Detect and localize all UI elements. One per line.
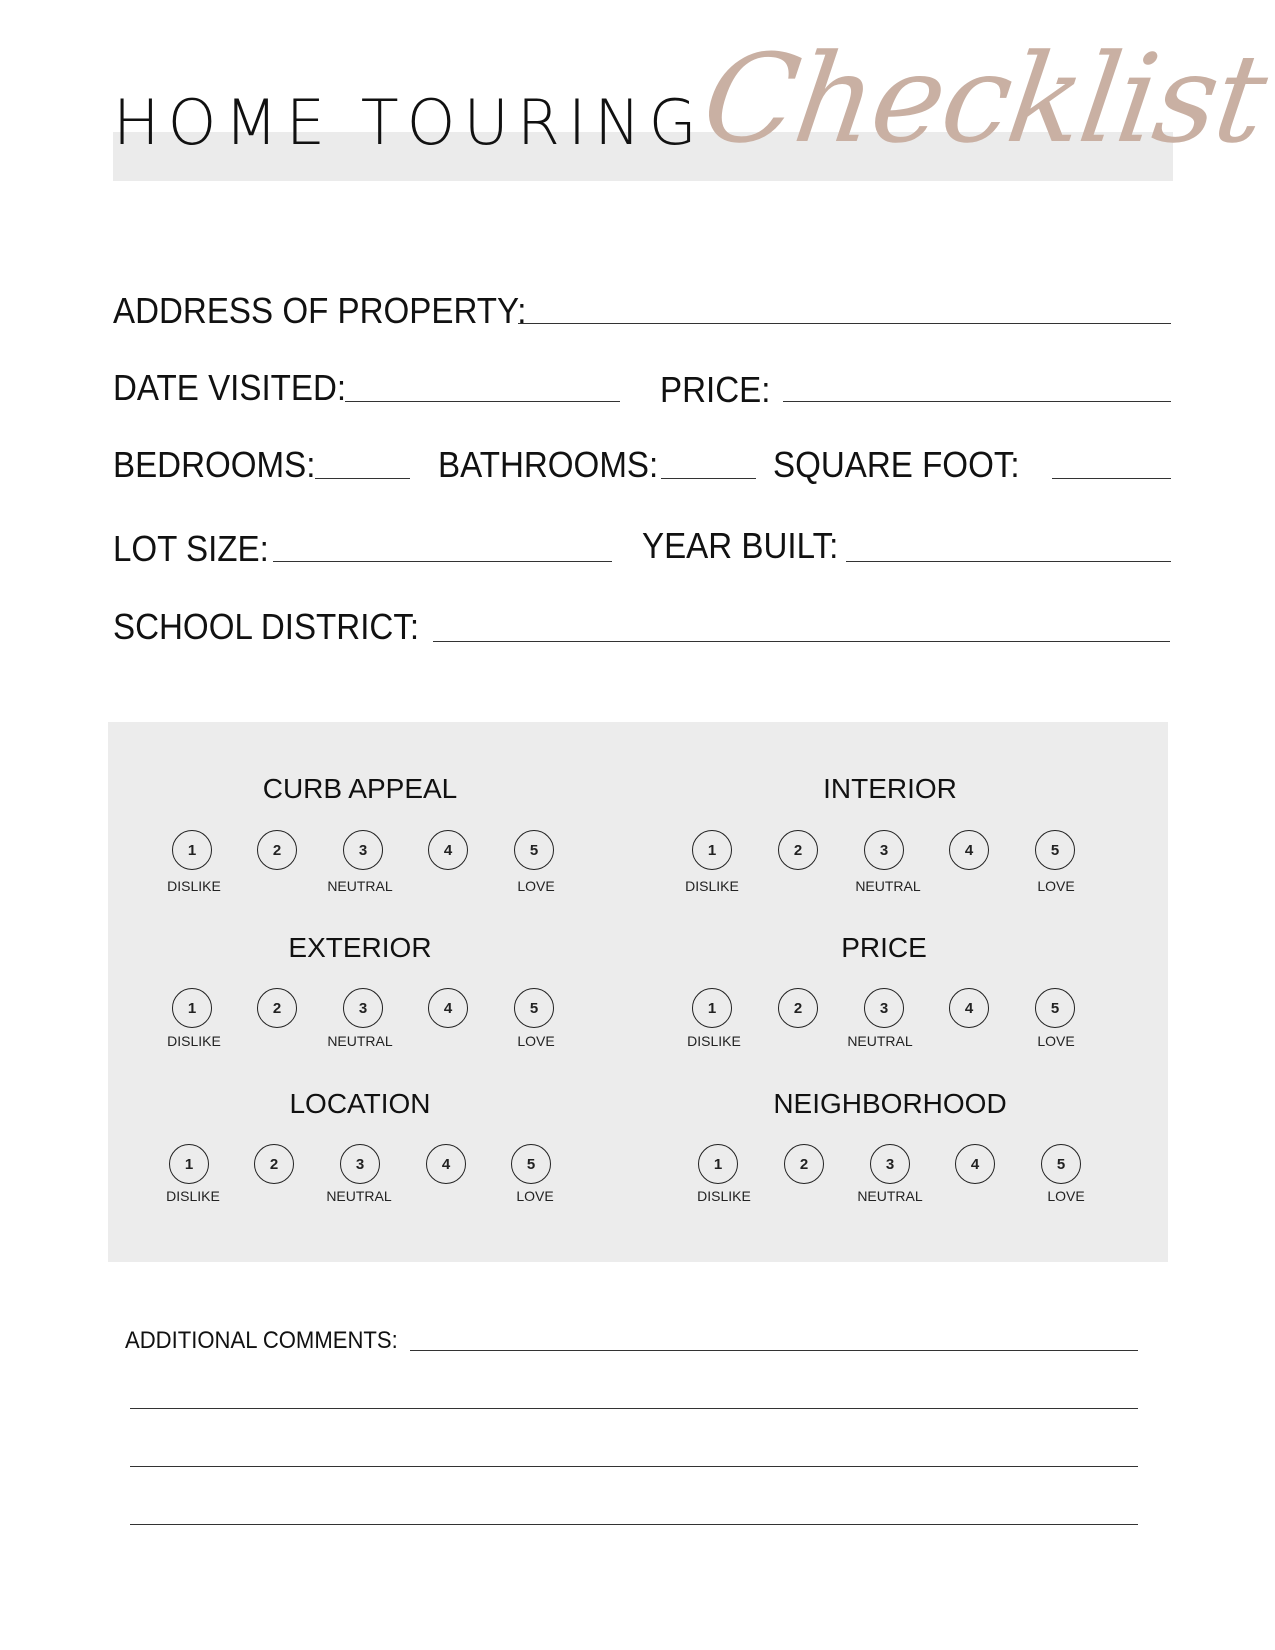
scale-label-neutral: NEUTRAL (855, 878, 921, 894)
lot-size-label: LOT SIZE: (113, 528, 269, 569)
rating-option-1[interactable]: 1 (692, 988, 732, 1028)
rating-option-3[interactable]: 3 (340, 1144, 380, 1184)
scale-label-love: LOVE (516, 1188, 554, 1204)
price-label: PRICE: (660, 369, 771, 410)
address-input-line[interactable] (518, 323, 1171, 324)
rating-option-4[interactable]: 4 (949, 988, 989, 1028)
scale-label-dislike: DISLIKE (697, 1188, 751, 1204)
scale-label-dislike: DISLIKE (167, 1033, 221, 1049)
scale-label-love: LOVE (517, 1033, 555, 1049)
rating-option-1[interactable]: 1 (172, 988, 212, 1028)
rating-option-1[interactable]: 1 (172, 830, 212, 870)
scale-label-dislike: DISLIKE (687, 1033, 741, 1049)
rating-option-2[interactable]: 2 (778, 988, 818, 1028)
rating-option-1[interactable]: 1 (698, 1144, 738, 1184)
square-foot-label: SQUARE FOOT: (773, 444, 1020, 485)
square-foot-input-line[interactable] (1052, 478, 1171, 479)
rating-option-4[interactable]: 4 (949, 830, 989, 870)
rating-title-interior: INTERIOR (823, 773, 957, 804)
year-built-label: YEAR BUILT: (642, 525, 839, 566)
scale-label-dislike: DISLIKE (166, 1188, 220, 1204)
rating-option-4[interactable]: 4 (428, 830, 468, 870)
school-district-label: SCHOOL DISTRICT: (113, 606, 420, 647)
date-visited-label: DATE VISITED: (113, 367, 347, 408)
scale-label-neutral: NEUTRAL (327, 1033, 393, 1049)
comments-input-line[interactable] (410, 1350, 1138, 1351)
scale-label-neutral: NEUTRAL (327, 878, 393, 894)
rating-title-price: PRICE (841, 932, 927, 963)
rating-option-2[interactable]: 2 (257, 830, 297, 870)
rating-option-2[interactable]: 2 (784, 1144, 824, 1184)
rating-option-5[interactable]: 5 (1035, 988, 1075, 1028)
rating-option-3[interactable]: 3 (343, 988, 383, 1028)
comments-label: ADDITIONAL COMMENTS: (125, 1327, 398, 1354)
rating-option-2[interactable]: 2 (778, 830, 818, 870)
rating-option-1[interactable]: 1 (692, 830, 732, 870)
scale-label-love: LOVE (1047, 1188, 1085, 1204)
scale-label-neutral: NEUTRAL (857, 1188, 923, 1204)
scale-label-love: LOVE (1037, 878, 1075, 894)
rating-option-5[interactable]: 5 (514, 988, 554, 1028)
rating-option-3[interactable]: 3 (864, 830, 904, 870)
rating-option-5[interactable]: 5 (1041, 1144, 1081, 1184)
rating-option-3[interactable]: 3 (870, 1144, 910, 1184)
price-input-line[interactable] (783, 401, 1171, 402)
scale-label-neutral: NEUTRAL (847, 1033, 913, 1049)
rating-option-2[interactable]: 2 (254, 1144, 294, 1184)
bathrooms-input-line[interactable] (661, 478, 756, 479)
scale-label-love: LOVE (1037, 1033, 1075, 1049)
rating-title-neighborhood: NEIGHBORHOOD (773, 1088, 1007, 1119)
rating-option-5[interactable]: 5 (511, 1144, 551, 1184)
scale-label-neutral: NEUTRAL (326, 1188, 392, 1204)
comments-input-line[interactable] (130, 1466, 1138, 1467)
scale-label-love: LOVE (517, 878, 555, 894)
rating-option-4[interactable]: 4 (426, 1144, 466, 1184)
page-title: HOME TOURING (113, 86, 705, 159)
rating-option-2[interactable]: 2 (257, 988, 297, 1028)
comments-input-line[interactable] (130, 1524, 1138, 1525)
rating-option-1[interactable]: 1 (169, 1144, 209, 1184)
rating-title-curb-appeal: CURB APPEAL (262, 773, 458, 804)
rating-option-4[interactable]: 4 (955, 1144, 995, 1184)
rating-option-3[interactable]: 3 (864, 988, 904, 1028)
rating-option-5[interactable]: 5 (1035, 830, 1075, 870)
address-label: ADDRESS OF PROPERTY: (113, 290, 527, 331)
rating-title-location: LOCATION (289, 1088, 431, 1119)
date-visited-input-line[interactable] (345, 401, 620, 402)
rating-option-3[interactable]: 3 (343, 830, 383, 870)
rating-title-exterior: EXTERIOR (288, 932, 432, 963)
bedrooms-input-line[interactable] (315, 478, 410, 479)
scale-label-dislike: DISLIKE (685, 878, 739, 894)
bathrooms-label: BATHROOMS: (438, 444, 659, 485)
comments-input-line[interactable] (130, 1408, 1138, 1409)
bedrooms-label: BEDROOMS: (113, 444, 316, 485)
rating-option-5[interactable]: 5 (514, 830, 554, 870)
lot-size-input-line[interactable] (273, 561, 612, 562)
rating-option-4[interactable]: 4 (428, 988, 468, 1028)
year-built-input-line[interactable] (846, 561, 1171, 562)
page-title-script: Checklist (695, 28, 1274, 170)
scale-label-dislike: DISLIKE (167, 878, 221, 894)
school-district-input-line[interactable] (433, 641, 1170, 642)
